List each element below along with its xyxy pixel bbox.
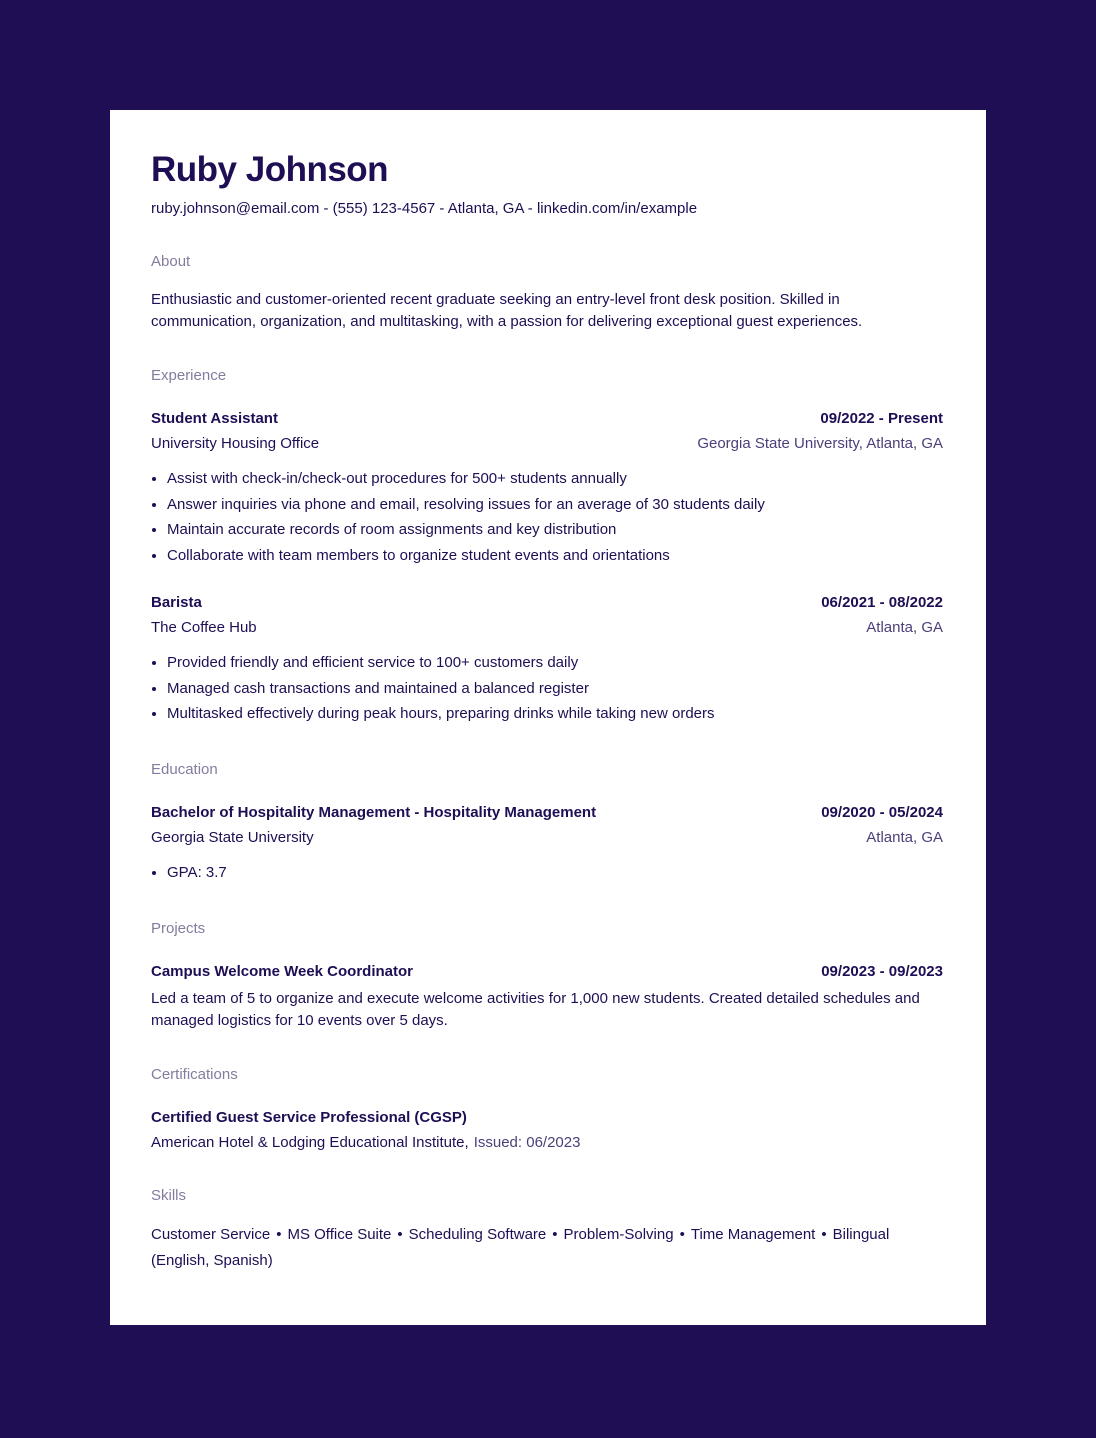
certification-issued: Issued: 06/2023 bbox=[473, 1133, 581, 1151]
job-bullet: • Answer inquiries via phone and email, resolving issues for an average of 30 students daily bbox=[167, 492, 943, 518]
about-text: Enthusiastic and customer-oriented recent graduate seeking an entry-level front desk position. Skilled in communication, organization, and multitasking, with a passion for delivering exceptional guest experiences. bbox=[151, 291, 863, 330]
job-bullet: • Provided friendly and efficient service to 100+ customers daily bbox=[167, 650, 943, 676]
job-bullets bbox=[151, 466, 943, 569]
job-bullet: • Multitasked effectively during peak hours, preparing drinks while taking new orders bbox=[167, 701, 943, 727]
education-bullet: • GPA: 3.7 bbox=[167, 860, 943, 886]
skill-item: Time Management bbox=[690, 1225, 816, 1243]
skills-list bbox=[151, 1222, 943, 1274]
job-role: Student Assistant bbox=[151, 410, 278, 427]
project-description: Led a team of 5 to organize and execute welcome activities for 1,000 new students. Created detailed schedules and managed logistics for 10 events over 5 days. bbox=[151, 989, 920, 1029]
project-entry bbox=[151, 962, 943, 1032]
section-title-projects: Projects bbox=[151, 919, 206, 937]
skill-separator: • bbox=[276, 1225, 282, 1243]
job-bullet: • Maintain accurate records of room assignments and key distribution bbox=[167, 517, 943, 543]
job-dates: 09/2022 - Present bbox=[820, 410, 943, 427]
degree: Bachelor of Hospitality Management - Hospitality Management bbox=[151, 803, 597, 821]
section-title-experience: Experience bbox=[151, 367, 227, 384]
skill-separator: • bbox=[821, 1225, 827, 1243]
skill-item: MS Office Suite bbox=[287, 1225, 392, 1243]
education-bullets bbox=[151, 860, 943, 886]
project-dates: 09/2023 - 09/2023 bbox=[821, 962, 943, 980]
skill-item: Bilingual (English, Spanish) bbox=[151, 1225, 890, 1269]
job-location: Georgia State University, Atlanta, GA bbox=[697, 435, 943, 452]
skill-item: Customer Service bbox=[151, 1225, 271, 1243]
project-name: Campus Welcome Week Coordinator bbox=[151, 962, 414, 980]
resume-page bbox=[110, 110, 986, 1325]
certification-name: Certified Guest Service Professional (CGSP) bbox=[151, 1108, 467, 1126]
job-bullet: • Assist with check-in/check-out procedures for 500+ students annually bbox=[167, 466, 943, 492]
experience-entry bbox=[151, 593, 943, 727]
education-entry bbox=[151, 803, 943, 886]
candidate-name: Ruby Johnson bbox=[151, 150, 389, 189]
school: Georgia State University bbox=[151, 828, 314, 846]
certification-entry bbox=[151, 1108, 943, 1153]
section-title-certifications: Certifications bbox=[151, 1065, 238, 1083]
job-bullets bbox=[151, 650, 943, 727]
section-title-skills: Skills bbox=[151, 1186, 187, 1204]
job-role: Barista bbox=[151, 593, 202, 611]
section-title-about: About bbox=[151, 253, 191, 270]
skill-item: Scheduling Software bbox=[408, 1225, 547, 1243]
skill-item: Problem-Solving bbox=[563, 1225, 674, 1243]
school-location: Atlanta, GA bbox=[866, 828, 943, 846]
contact-line: ruby.johnson@email.com - (555) 123-4567 - Atlanta, GA - linkedin.com/in/example bbox=[151, 200, 698, 217]
certification-issuer: American Hotel & Lodging Educational Institute, bbox=[151, 1133, 469, 1151]
education-dates: 09/2020 - 05/2024 bbox=[821, 803, 943, 821]
job-dates: 06/2021 - 08/2022 bbox=[821, 593, 943, 611]
job-org: The Coffee Hub bbox=[151, 618, 257, 636]
job-bullet: • Collaborate with team members to organize student events and orientations bbox=[167, 543, 943, 569]
skill-separator: • bbox=[552, 1225, 558, 1243]
job-bullet: • Managed cash transactions and maintained a balanced register bbox=[167, 676, 943, 702]
experience-entry bbox=[151, 409, 943, 569]
skill-separator: • bbox=[397, 1225, 403, 1243]
job-org: University Housing Office bbox=[151, 435, 320, 452]
section-title-education: Education bbox=[151, 760, 218, 778]
job-location: Atlanta, GA bbox=[866, 618, 943, 636]
skill-separator: • bbox=[679, 1225, 685, 1243]
